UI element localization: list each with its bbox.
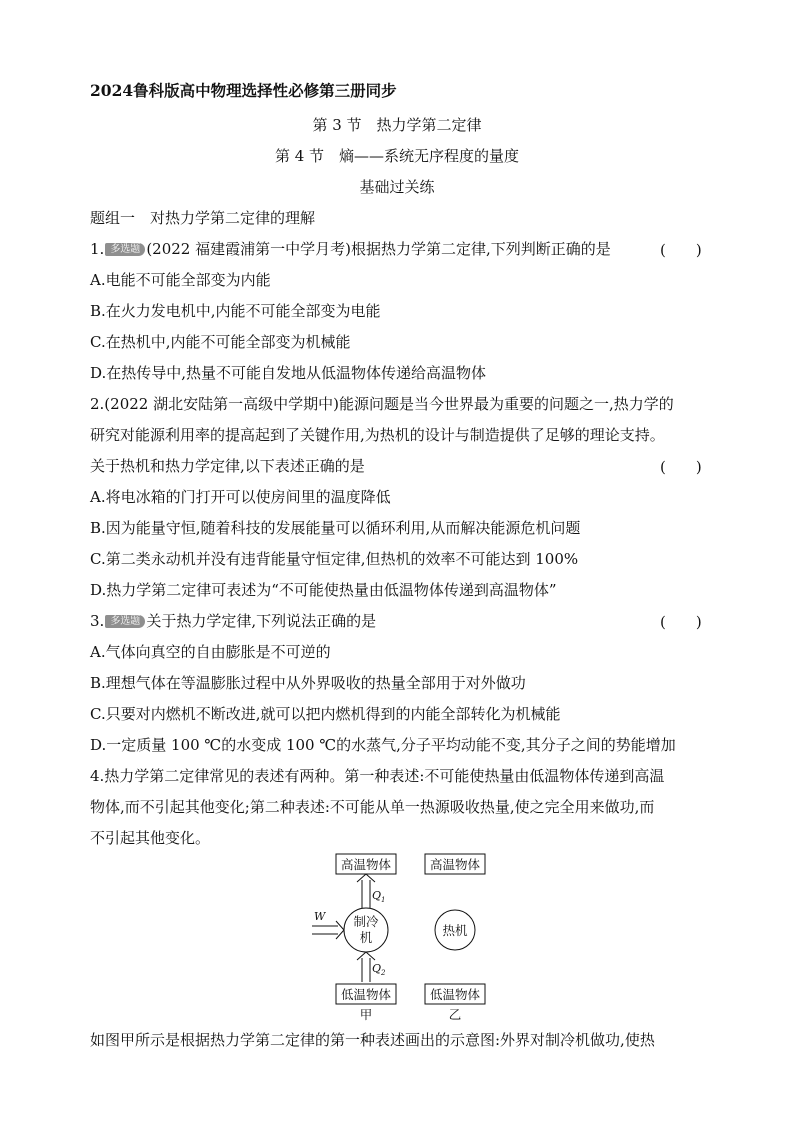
caption-yi: 乙 [448,1007,462,1022]
question-4-line-1: 4.热力学第二定律常见的表述有两种。第一种表述:不可能使热量由低温物体传递到高温 [90,767,665,785]
question-2-line-1: 2.(2022 湖北安陆第一高级中学期中)能源问题是当今世界最为重要的问题之一,热力学的 [90,395,674,413]
refrigerator-label-1: 制冷 [353,914,379,929]
work-label: W [314,910,326,923]
q2-option-b: B.因为能量守恒,随着科技的发展能量可以循环利用,从而解决能源危机问题 [90,519,581,537]
question-number: 3. [90,612,105,630]
q3-option-a: A.气体向真空的自由膨胀是不可逆的 [90,643,331,661]
refrigerator-label-2: 机 [359,930,373,945]
question-text: 关于热力学定律,下列说法正确的是 [146,612,377,630]
q1-label: $Q_1$ [372,889,386,904]
answer-paren: ( ) [660,241,702,259]
work-arrow [312,921,344,939]
q1-option-a: A.电能不可能全部变为内能 [90,271,271,289]
multi-choice-tag: 多选题 [105,243,145,256]
q3-option-c: C.只要对内燃机不断改进,就可以把内燃机得到的内能全部转化为机械能 [90,705,561,723]
question-number: 1. [90,240,105,258]
q1-option-c: C.在热机中,内能不可能全部变为机械能 [90,333,351,351]
high-temp-label-right: 高温物体 [429,857,481,872]
question-2-line-2: 研究对能源利用率的提高起到了关键作用,为热机的设计与制造提供了足够的理论支持。 [90,426,665,444]
q3-option-b: B.理想气体在等温膨胀过程中从外界吸收的热量全部用于对外做功 [90,674,526,692]
caption-jia: 甲 [359,1007,373,1022]
q2-option-d: D.热力学第二定律可表述为“不可能使热量由低温物体传递到高温物体” [90,581,557,599]
q1-option-b: B.在火力发电机中,内能不可能全部变为电能 [90,302,381,320]
q3-option-d: D.一定质量 100 ℃的水变成 100 ℃的水蒸气,分子平均动能不变,其分子之间的势能增加 [90,736,676,754]
section-3-title: 第 3 节 热力学第二定律 [312,116,482,134]
group-1-title: 题组一 对热力学第二定律的理解 [90,209,316,227]
document-header: 2024鲁科版高中物理选择性必修第三册同步 [90,81,397,100]
section-4-title: 第 4 节 熵——系统无序程度的量度 [274,147,520,165]
low-temp-label-right: 低温物体 [429,987,481,1002]
question-4-line-3: 不引起其他变化。 [90,829,211,847]
question-2-line-3: 关于热机和热力学定律,以下表述正确的是 [90,457,365,475]
heat-engine-label: 热机 [442,923,468,938]
q2-option-c: C.第二类永动机并没有违背能量守恒定律,但热机的效率不可能达到 100% [90,550,579,568]
multi-choice-tag: 多选题 [105,615,145,628]
q2-option-a: A.将电冰箱的门打开可以使房间里的温度降低 [90,488,391,506]
q2-label: $Q_2$ [372,962,386,977]
low-temp-label-left: 低温物体 [340,987,392,1002]
answer-paren: ( ) [660,613,702,631]
q1-option-d: D.在热传导中,热量不可能自发地从低温物体传递给高温物体 [90,364,487,382]
question-text: (2022 福建霞浦第一中学月考)根据热力学第二定律,下列判断正确的是 [146,240,611,258]
practice-title: 基础过关练 [359,178,435,196]
question-4-line-2: 物体,而不引起其他变化;第二种表述:不可能从单一热源吸收热量,使之完全用来做功,而 [90,798,655,816]
answer-paren: ( ) [660,458,702,476]
question-4-followup: 如图甲所示是根据热力学第二定律的第一种表述画出的示意图:外界对制冷机做功,使热 [90,1031,655,1049]
high-temp-label-left: 高温物体 [340,857,392,872]
